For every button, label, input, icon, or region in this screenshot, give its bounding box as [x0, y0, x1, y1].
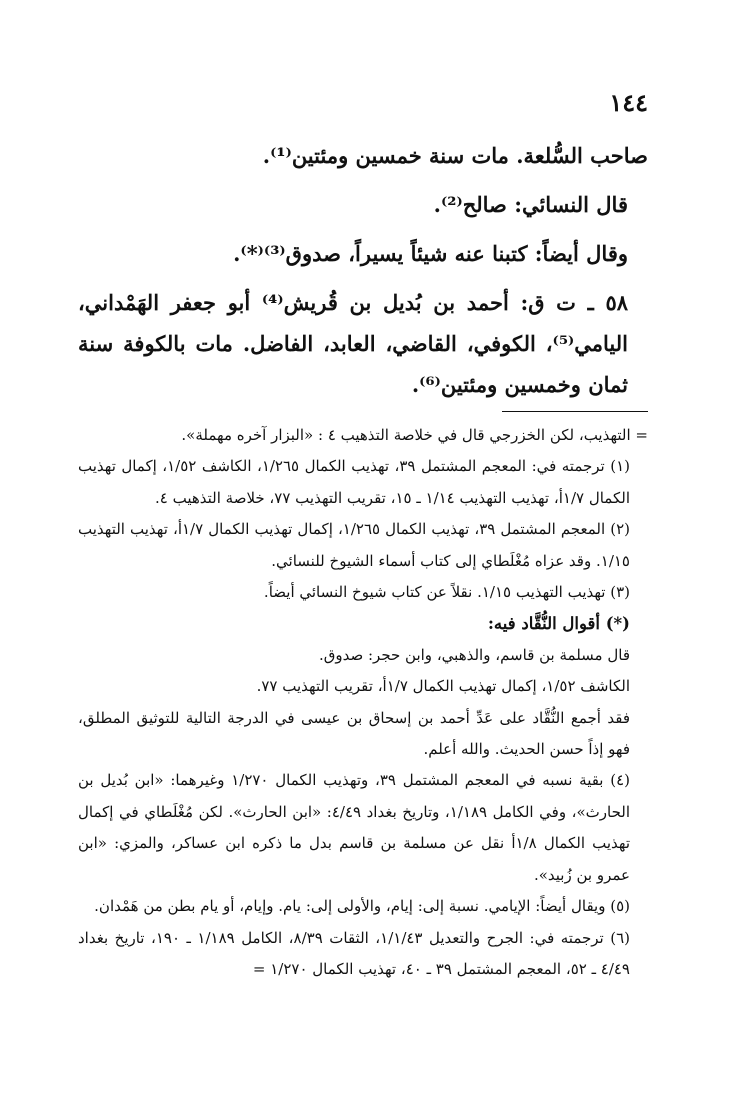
main-paragraph: صاحب السُّلعة. مات سنة خمسين ومئتين⁽¹⁾. — [262, 143, 648, 168]
main-text — [78, 135, 648, 413]
main-paragraph: قال النسائي: صالح⁽²⁾. — [433, 192, 628, 217]
critics-statement: قال مسلمة بن قاسم، والذهبي، وابن حجر: صدوق. — [318, 645, 630, 664]
critics-sources: الكاشف ١/٥٢، إكمال تهذيب الكمال ١/٧أ، تقريب التهذيب ٧٧. — [256, 677, 630, 696]
footnote-5: (٥) ويقال أيضاً: الإيامي. نسبة إلى: إيام، والأولى إلى: يام. وإيام، أو يام بطن من هَمْدان. — [94, 897, 630, 916]
page-number: ١٤٤ — [609, 88, 648, 117]
footnote-3: (٣) تهذيب التهذيب ١/١٥. نقلاً عن كتاب شيوخ النسائي أيضاً. — [263, 583, 630, 602]
critics-conclusion: فقد أجمع النُّقَّاد على عَدِّ أحمد بن إسحاق بن عيسى في الدرجة التالية للتوثيق المطلق، فهو إذاً حسن الحديث. والله أعلم. — [78, 708, 630, 759]
critics-heading: (*) أقوال النُّقَّاد فيه: — [487, 614, 630, 634]
footnote-divider — [502, 411, 648, 412]
biography-entry: ٥٨ ـ ت ق: أحمد بن بُديل بن قُريش⁽⁴⁾ أبو جعفر الهَمْداني، اليامي⁽⁵⁾، الكوفي، القاضي، العابد، الفاضل. مات بالكوفة سنة ثمان وخمسين ومئتين⁽⁶⁾. — [78, 290, 628, 397]
footnote-4: (٤) بقية نسبه في المعجم المشتمل ٣٩، وتهذيب الكمال ١/٢٧٠ وغيرهما: «ابن بُديل بن الحارث»، وفي الكامل ١/١٨٩، وتاريخ بغداد ٤/٤٩: «ابن الحارث». لكن مُغْلَطاي في إكمال تهذيب الكمال ١/٨أ نقل عن مسلمة بن قاسم بدل ما ذكره ابن عساكر، والمزي: «ابن عمرو بن زُبيد». — [78, 771, 631, 884]
main-paragraph: وقال أيضاً: كتبنا عنه شيئاً يسيراً، صدوق⁽³⁾⁽*⁾. — [233, 241, 628, 266]
footnotes — [78, 420, 648, 985]
footnote-6: (٦) ترجمته في: الجرح والتعديل ١/١/٤٣، الثقات ٨/٣٩، الكامل ١/١٨٩ ـ ١٩٠، تاريخ بغداد ٤/٤٩ ـ ٥٢، المعجم المشتمل ٣٩ ـ ٤٠، تهذيب الكمال ١/٢٧٠ = — [78, 928, 631, 978]
footnote-continuation: = التهذيب، لكن الخزرجي قال في خلاصة التذهيب ٤ : «البزار آخره مهملة». — [181, 426, 648, 444]
footnote-1: (١) ترجمته في: المعجم المشتمل ٣٩، تهذيب الكمال ١/٢٦٥، الكاشف ١/٥٢، إكمال تهذيب الكمال ١/٧أ، تهذيب التهذيب ١/١٤ ـ ١٥، تقريب التهذيب ٧٧، خلاصة التذهيب ٤. — [78, 457, 630, 507]
footnote-2: (٢) المعجم المشتمل ٣٩، تهذيب الكمال ١/٢٦٥، إكمال تهذيب الكمال ١/٧أ، تهذيب التهذيب ١/١٥. وقد عزاه مُغْلَطاي إلى كتاب أسماء الشيوخ للنسائي. — [78, 520, 630, 570]
